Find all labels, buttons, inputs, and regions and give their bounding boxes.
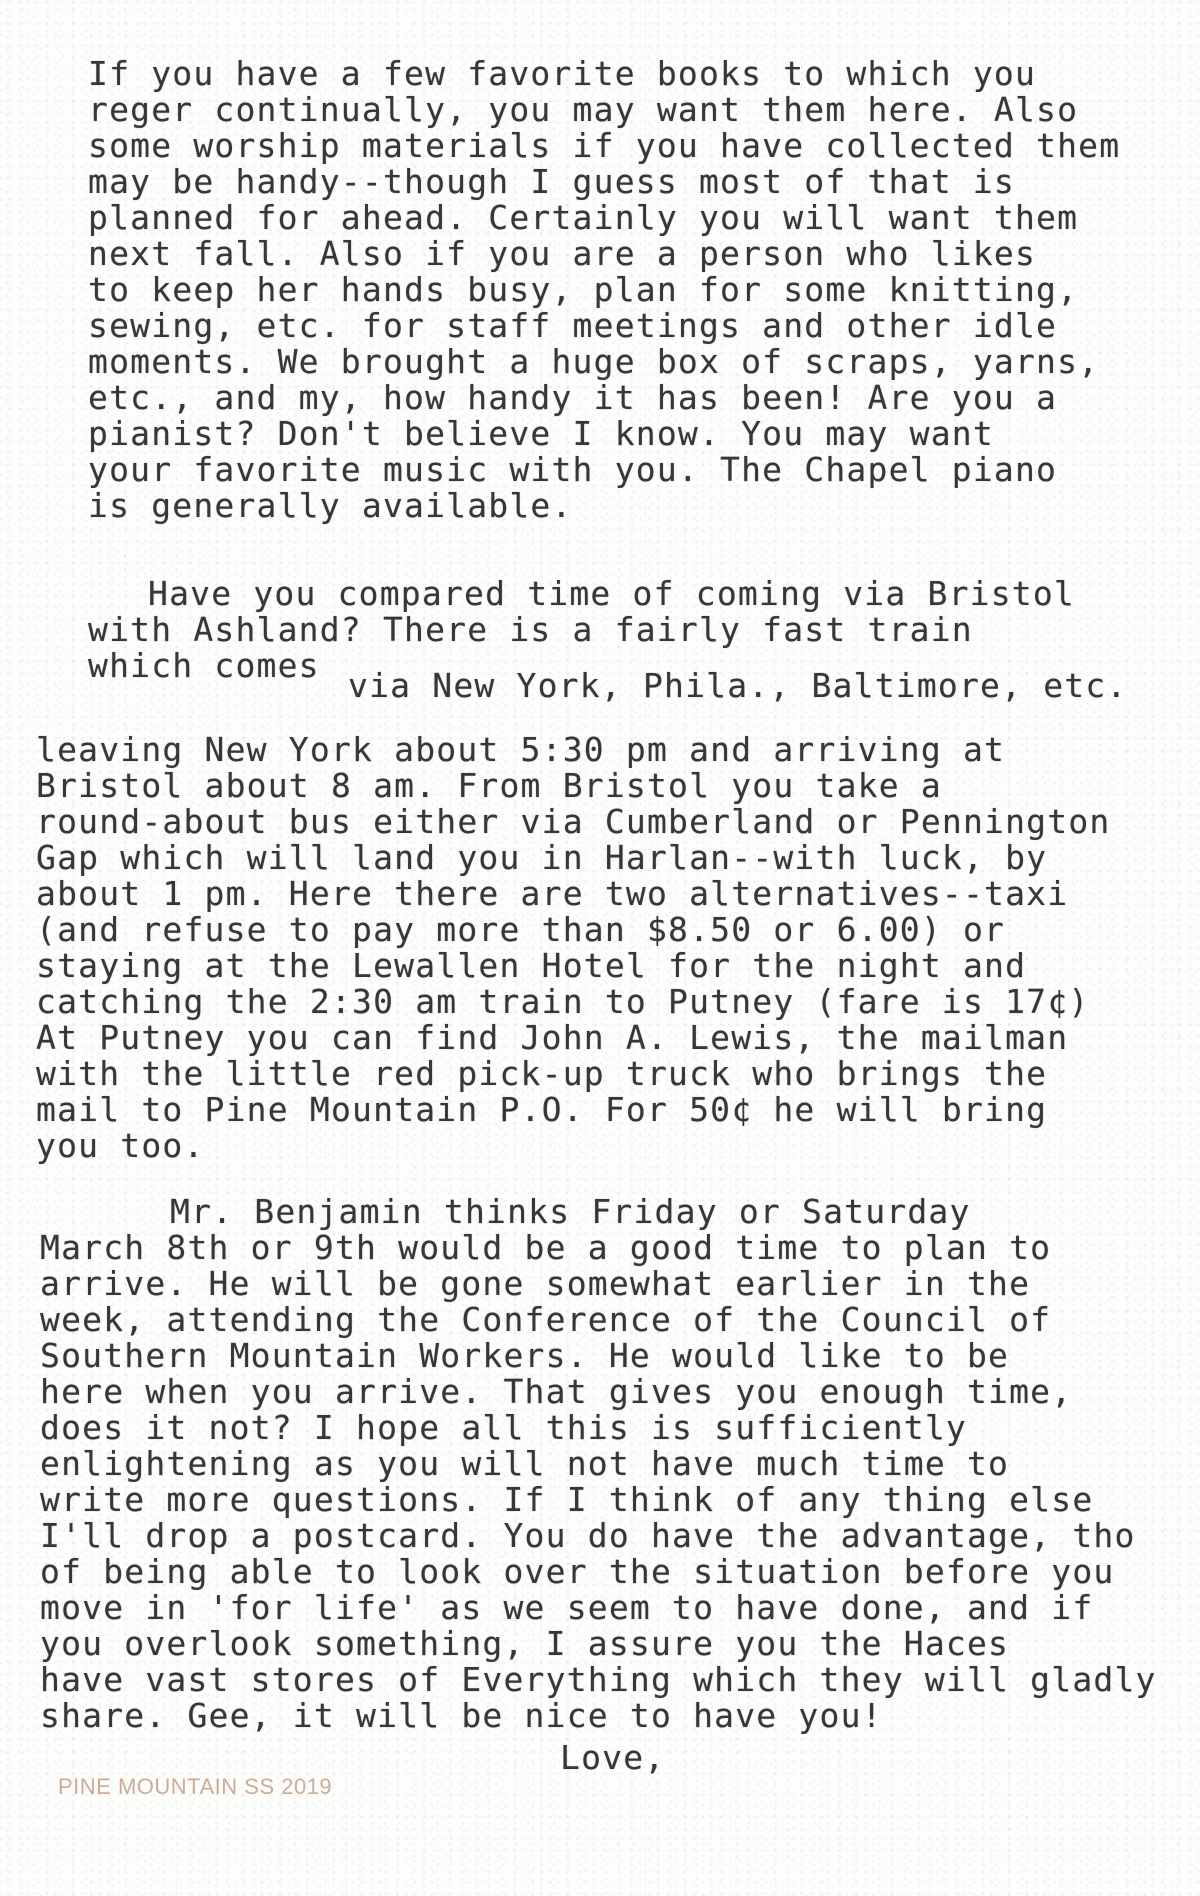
letter-line: share. Gee, it will be nice to have you! [40, 1696, 883, 1735]
letter-line: arrive. He will be gone somewhat earlier in the [40, 1264, 1031, 1303]
letter-line: move in 'for life' as we seem to have done, and if [40, 1588, 1094, 1627]
letter-line: pianist? Don't believe I know. You may want [88, 414, 994, 453]
letter-line: may be handy--though I guess most of that is [88, 162, 1015, 201]
letter-line: I'll drop a postcard. You do have the advantage, tho [40, 1516, 1136, 1555]
letter-line: does it not? I hope all this is sufficiently [40, 1408, 967, 1447]
letter-line: have vast stores of Everything which they will gladly [40, 1660, 1157, 1699]
letter-line: enlightening as you will not have much time to [40, 1444, 1010, 1483]
letter-line: At Putney you can find John A. Lewis, the mailman [36, 1018, 1069, 1057]
letter-line: with Ashland? There is a fairly fast train [88, 610, 973, 649]
letter-line: with the little red pick-up truck who brings the [36, 1054, 1048, 1093]
letter-line: reger continually, you may want them here. Also [88, 90, 1079, 129]
letter-line: Gap which will land you in Harlan--with luck, by [36, 838, 1048, 877]
letter-line: some worship materials if you have collected them [88, 126, 1121, 165]
letter-line: via New York, Phila., Baltimore, etc. [348, 666, 1128, 705]
letter-line: to keep her hands busy, plan for some knitting, [88, 270, 1079, 309]
letter-line: planned for ahead. Certainly you will want them [88, 198, 1079, 237]
letter-line: staying at the Lewallen Hotel for the night and [36, 946, 1027, 985]
letter-line: week, attending the Conference of the Council of [40, 1300, 1052, 1339]
letter-line: next fall. Also if you are a person who likes [88, 234, 1037, 273]
letter-line: leaving New York about 5:30 pm and arriving at [36, 730, 1006, 769]
letter-closing: Love, [560, 1738, 666, 1777]
letter-line: (and refuse to pay more than $8.50 or 6.00) or [36, 910, 1006, 949]
letter-line: etc., and my, how handy it has been! Are you a [88, 378, 1058, 417]
letter-line: you too. [36, 1126, 205, 1165]
letter-line: about 1 pm. Here there are two alternatives--taxi [36, 874, 1069, 913]
letter-line: March 8th or 9th would be a good time to plan to [40, 1228, 1052, 1267]
letter-line: of being able to look over the situation before you [40, 1552, 1115, 1591]
letter-line: Mr. Benjamin thinks Friday or Saturday [170, 1192, 971, 1231]
letter-line: sewing, etc. for staff meetings and other idle [88, 306, 1058, 345]
letter-line: here when you arrive. That gives you enough time, [40, 1372, 1073, 1411]
letter-line: you overlook something, I assure you the Haces [40, 1624, 1010, 1663]
letter-line: If you have a few favorite books to which you [88, 54, 1037, 93]
archive-watermark: PINE MOUNTAIN SS 2019 [58, 1774, 333, 1799]
letter-line: Have you compared time of coming via Bristol [148, 574, 1075, 613]
letter-line: your favorite music with you. The Chapel piano [88, 450, 1058, 489]
letter-line: moments. We brought a huge box of scraps, yarns, [88, 342, 1100, 381]
letter-line: mail to Pine Mountain P.O. For 50¢ he will bring [36, 1090, 1048, 1129]
letter-line: Bristol about 8 am. From Bristol you take a [36, 766, 942, 805]
letter-line: write more questions. If I think of any thing else [40, 1480, 1094, 1519]
letter-line: catching the 2:30 am train to Putney (fare is 17¢) [36, 982, 1090, 1021]
letter-line: round-about bus either via Cumberland or Pennington [36, 802, 1111, 841]
letter-line: which comes [88, 646, 320, 685]
letter-line: Southern Mountain Workers. He would like to be [40, 1336, 1010, 1375]
letter-line: is generally available. [88, 486, 573, 525]
